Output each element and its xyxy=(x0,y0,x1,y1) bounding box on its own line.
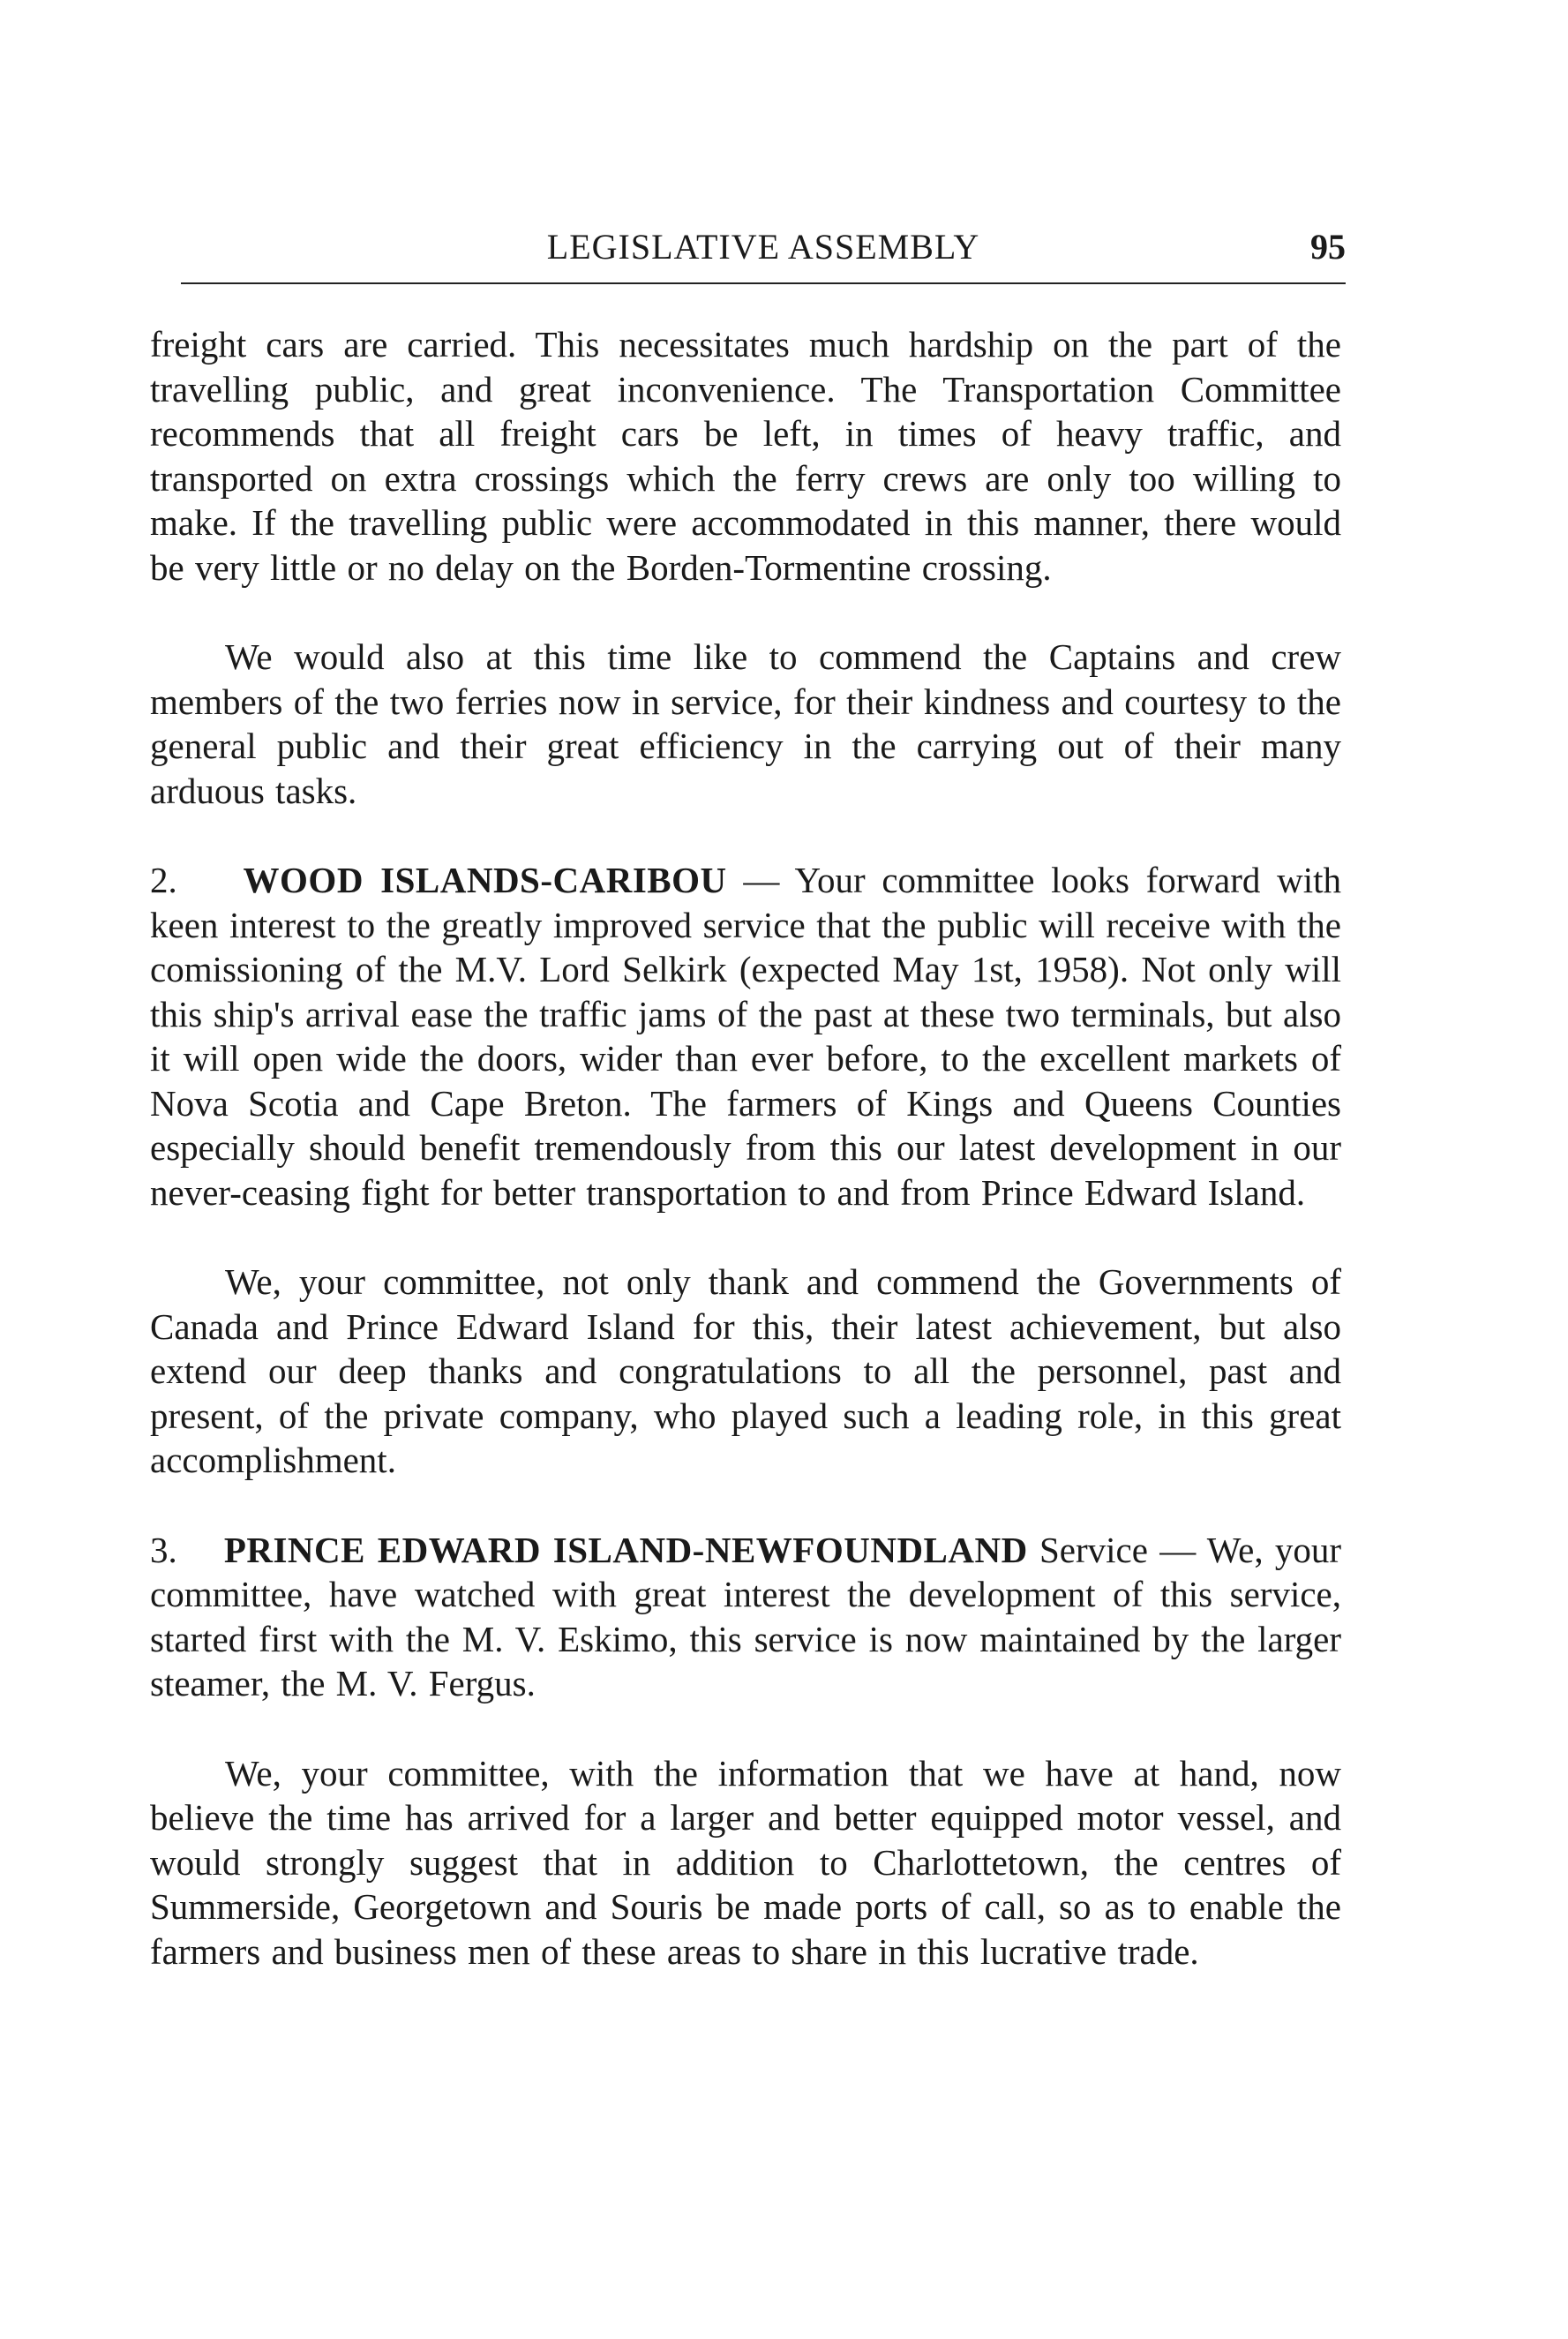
section-heading: WOOD ISLANDS-CARIBOU xyxy=(243,860,727,900)
section-text: — Your committee looks forward with keen interest to the greatly improved service that the public will receive with the comissioning of the M.V. Lord Selkirk (expected May 1st, 1958). Not only will this ship's arrival ease the traffic jams of the past at these two terminals, but also it will open wide the doors, wider than ever before, to the excellent markets of Nova Scotia and Cape Breton. The farmers of Kings and Queens Counties especially should benefit tremendously from this our latest development in our never-ceasing fight for better transportation to and from Prince Edward Island. xyxy=(150,860,1341,1213)
section-number: 3. xyxy=(150,1529,177,1570)
paragraph-larger-vessel: We, your committee, with the information that we have at hand, now believe the time has arrived for a larger and better equipped motor vessel, and would strongly suggest that in addition to Charlottetown, the centres of Summerside, Georgetown and Souris be made ports of call, so as to enable the farmers and business men of these areas to share in this lucrative trade. xyxy=(150,1752,1341,1972)
section-wood-islands-caribou xyxy=(150,858,1341,1215)
running-title: LEGISLATIVE ASSEMBLY xyxy=(546,227,980,267)
page-number: 95 xyxy=(1310,227,1346,267)
section-number: 2. xyxy=(150,860,177,900)
paragraph-thank-governments: We, your committee, not only thank and commend the Governments of Canada and Prince Edward Island for this, their latest achievement, but also extend our deep thanks and congratulations to all the personnel, past and present, of the private company, who played such a leading role, in this great accomplishment. xyxy=(150,1261,1341,1480)
section-pei-newfoundland xyxy=(150,1528,1341,1706)
running-header xyxy=(181,221,1346,274)
body-text xyxy=(150,322,1341,1974)
section-heading: PRINCE EDWARD ISLAND-NEWFOUNDLAND xyxy=(223,1529,1028,1570)
header-rule xyxy=(181,282,1346,284)
paragraph-freight-cars: freight cars are carried. This necessitates much hardship on the part of the travelling public, and great inconvenience. The Transportation Committee recommends that all freight cars be left, in times of heavy traffic, and transported on extra crossings which the ferry crews are only too willing to make. If the travelling public were accommodated in this manner, there would be very little or no delay on the Borden-Tormentine crossing. xyxy=(150,324,1341,588)
paragraph-commend-captains: We would also at this time like to commend the Captains and crew members of the two ferries now in service, for their kindness and courtesy to the general public and their great efficiency in the carrying out of their many arduous tasks. xyxy=(150,636,1341,811)
section-text: Service — We, your committee, have watched with great interest the development of this service, started first with the M. V. Eskimo, this service is now maintained by the larger steamer, the M. V. Fergus. xyxy=(150,1529,1342,1703)
